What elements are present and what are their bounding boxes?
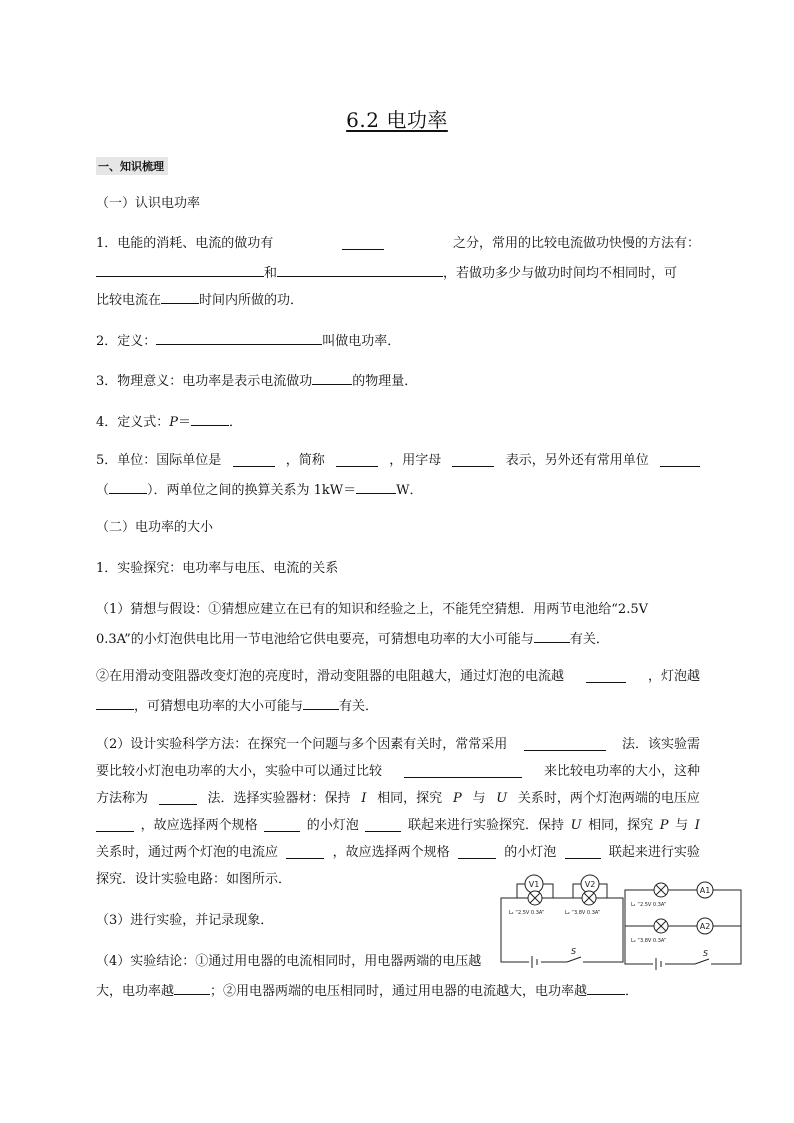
- circuit-diagrams: [495, 868, 747, 970]
- hypothesis-line-1: （1）猜想与假设：①猜想应建立在已有的知识和经验之上，不能凭空猜想．用两节电池给“2.5V: [96, 602, 648, 617]
- design-line-6: 探究．设计实验电路：如图所示．: [96, 872, 292, 887]
- hypothesis-2-line-1: ②在用滑动变阻器改变灯泡的亮度时，滑动变阻器的电阻越大，通过灯泡的电流越 ，灯泡越: [96, 669, 700, 684]
- design-line-2: 要比较小灯泡电功率的大小，实验中可以通过比较 来比较电功率的大小，这种: [96, 764, 700, 779]
- question-1-line-1: 1．电能的消耗、电流的做功有 之分，常用的比较电流做功快慢的方法有：: [96, 236, 700, 251]
- blank: [660, 452, 700, 467]
- section-heading: 一、知识梳理: [96, 157, 168, 175]
- question-5-line-1: 5．单位：国际单位是 ，简称 ，用字母 表示，另外还有常用单位: [96, 452, 700, 470]
- hypothesis-line-2: 0.3A”的小灯泡供电比用一节电池给它供电要亮，可猜想电功率的大小可能与 有关．: [96, 628, 609, 649]
- procedure-line: （3）进行实验，并记录现象．: [96, 913, 274, 928]
- question-3: 3．物理意义：电功率是表示电流做功 的物理量．: [96, 370, 417, 391]
- switch-label: S: [571, 947, 577, 956]
- blank: [96, 817, 134, 832]
- ammeter-2-label: A2: [699, 922, 711, 931]
- blank: [96, 695, 134, 710]
- part-heading-2: （二）电功率的大小: [96, 520, 214, 535]
- blank: [159, 790, 197, 805]
- blank: [534, 628, 570, 643]
- blank: [342, 235, 384, 250]
- hypothesis-2-line-2: ，可猜想电功率的大小可能与 有关．: [96, 695, 378, 716]
- blank: [458, 844, 496, 859]
- blank: [586, 668, 626, 683]
- blank: [96, 262, 264, 277]
- lamp-1-spec: L₁ “2.5V 0.3A”: [509, 910, 545, 916]
- lamp-1-parallel-spec: L₁ “2.5V 0.3A”: [631, 902, 667, 908]
- blank: [312, 370, 352, 385]
- conclusion-line-1: （4）实验结论：①通过用电器的电流相同时，用电器两端的电压越: [96, 954, 482, 969]
- blank: [174, 980, 210, 995]
- blank: [161, 289, 199, 304]
- page-title: 6.2 电功率: [346, 108, 448, 132]
- blank: [587, 980, 625, 995]
- series-circuit-wire: [501, 898, 623, 962]
- blank: [336, 452, 378, 467]
- lamp-2-spec: L₂ “3.8V 0.3A”: [565, 910, 601, 916]
- ammeter-1-label: A1: [699, 886, 711, 895]
- blank: [277, 262, 443, 277]
- experiment-heading: 1．实验探究：电功率与电压、电流的关系: [96, 561, 339, 576]
- blank: [356, 479, 396, 494]
- question-1-line-2: 和 ，若做功多少与做功时间均不相同时，可: [96, 262, 677, 283]
- question-5-line-2: （ ）．两单位之间的换算关系为 1kW＝ W．: [96, 479, 423, 500]
- blank: [264, 817, 300, 832]
- blank: [286, 844, 324, 859]
- part-heading: （一）认识电功率: [96, 196, 201, 211]
- question-4: 4．定义式：P＝ ．: [96, 411, 242, 432]
- question-1-line-3: 比较电流在 时间内所做的功．: [96, 289, 303, 310]
- blank: [233, 452, 275, 467]
- voltmeter-1-label: V1: [528, 880, 540, 889]
- design-line-4: ，故应选择两个规格 的小灯泡 联起来进行实验探究．保持 U 相同，探究 P 与 I: [96, 817, 700, 835]
- blank: [303, 695, 339, 710]
- blank: [524, 736, 606, 751]
- blank: [565, 844, 601, 859]
- blank: [365, 817, 401, 832]
- blank: [191, 411, 229, 426]
- design-line-5: 关系时，通过两个灯泡的电流应 ，故应选择两个规格 的小灯泡 联起来进行实验: [96, 845, 700, 860]
- switch-2-label: S: [703, 949, 709, 958]
- blank: [452, 452, 494, 467]
- blank: [109, 479, 147, 494]
- question-2: 2．定义： 叫做电功率．: [96, 330, 400, 351]
- voltmeter-2-label: V2: [584, 880, 596, 889]
- blank: [404, 763, 522, 778]
- design-line-1: （2）设计实验科学方法：在探究一个问题与多个因素有关时，常常采用 法．该实验需: [96, 737, 700, 752]
- lamp-2-parallel-spec: L₂ “3.8V 0.3A”: [631, 938, 667, 944]
- conclusion-line-2: 大，电功率越 ；②用电器两端的电压相同时，通过用电器的电流越大，电功率越 ．: [96, 980, 638, 1001]
- design-line-3: 方法称为 法．选择实验器材：保持 I 相同，探究 P 与 U 关系时，两个灯泡两端的电压应: [96, 791, 700, 806]
- blank: [156, 330, 322, 345]
